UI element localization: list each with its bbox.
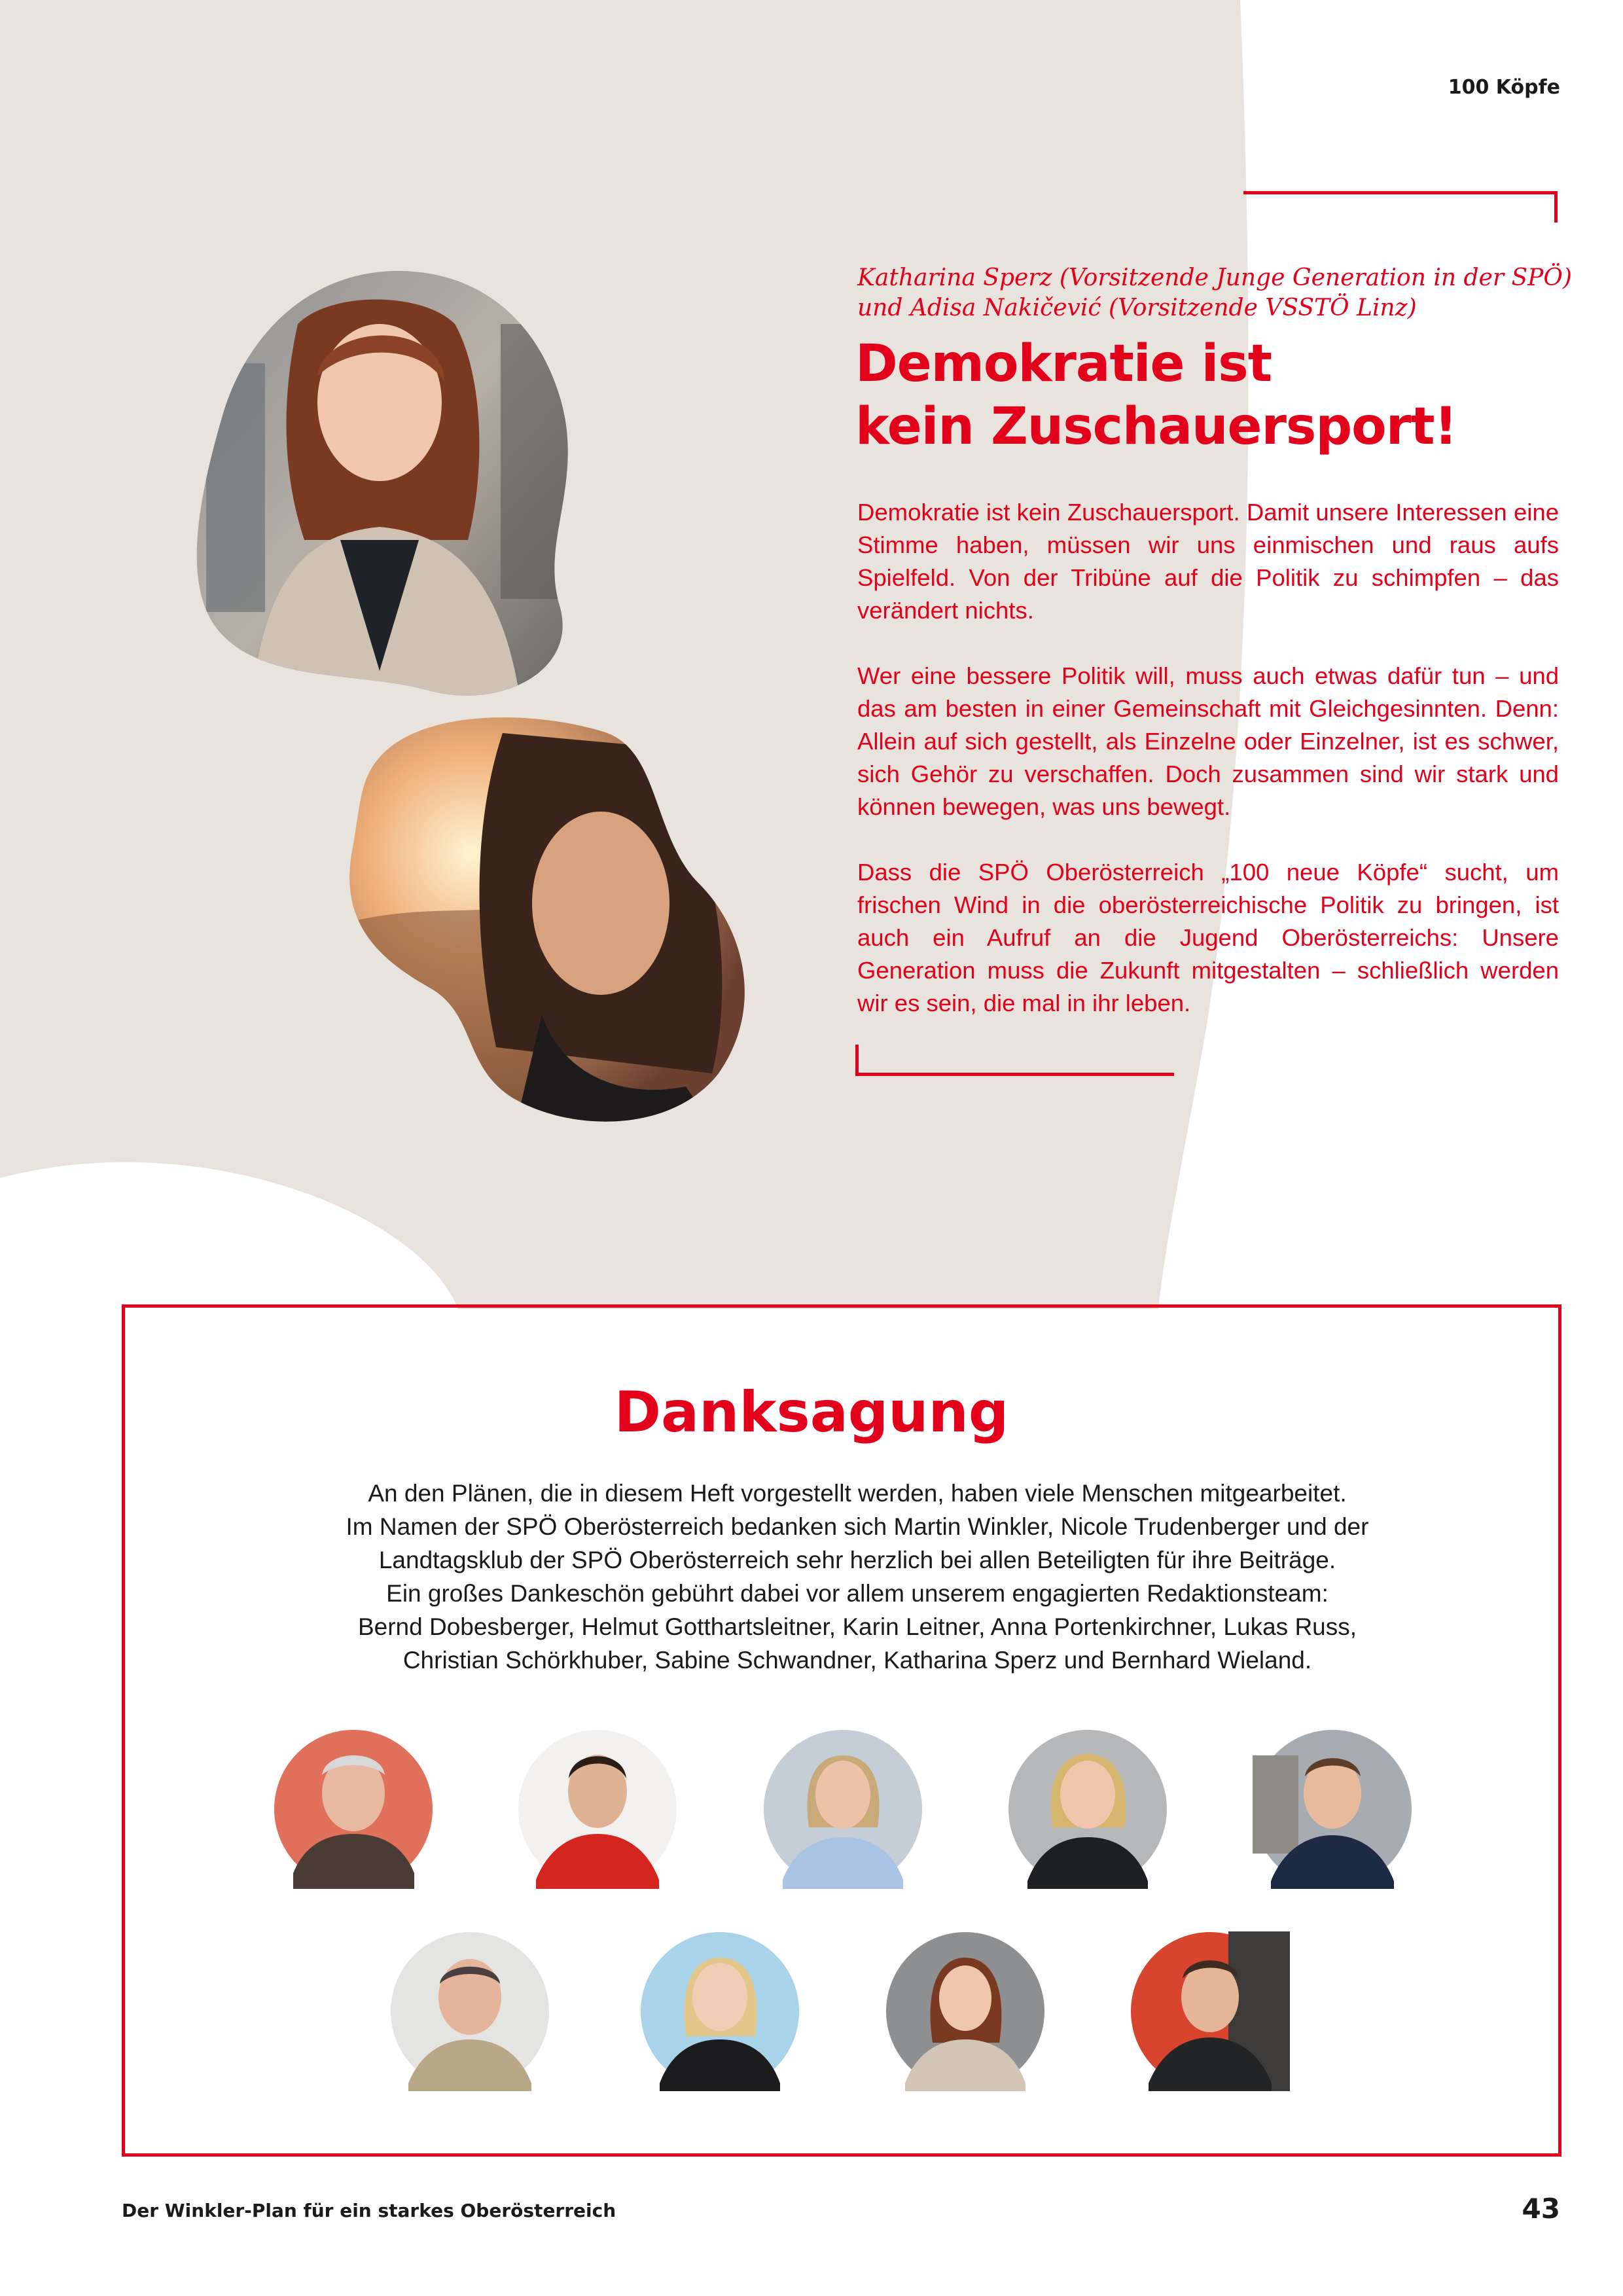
- headline-line-1: Demokratie ist: [855, 334, 1272, 393]
- headline-line-2: kein Zuschauersport!: [855, 397, 1457, 456]
- thanks-line: An den Plänen, die in diesem Heft vorgestellt werden, haben viele Menschen mitgearbeitet.: [368, 1480, 1347, 1507]
- byline-line-2: und Adisa Nakičević (Vorsitzende VSSTÖ Linz): [857, 295, 1417, 321]
- team-avatar: [274, 1729, 433, 1889]
- team-avatar: [518, 1729, 677, 1889]
- thanks-line: Bernd Dobesberger, Helmut Gotthartsleitner, Karin Leitner, Anna Portenkirchner, Lukas Russ,: [357, 1613, 1357, 1640]
- team-avatar: [390, 1931, 550, 2091]
- thanks-line: Landtagsklub der SPÖ Oberösterreich sehr herzlich bei allen Beteiligten für ihre Beiträge.: [378, 1547, 1336, 1573]
- team-avatar: [1130, 1931, 1290, 2091]
- decorative-corner-top: [1243, 191, 1558, 223]
- article-headline: [855, 332, 1575, 458]
- team-avatar: [763, 1729, 923, 1889]
- article-paragraph-1: Demokratie ist kein Zuschauersport. Damit unsere Interessen eine Stimme haben, müssen wir uns einmischen und raus aufs Spielfeld. Von der Tribüne auf die Politik zu schimpfen – das verändert nichts.: [857, 499, 1559, 624]
- article-paragraph-3: Dass die SPÖ Oberösterreich „100 neue Köpfe“ sucht, um frischen Wind in die oberösterreichische Politik zu bringen, ist auch ein Aufruf an die Jugend Oberösterreichs: Unsere Generation muss die Zukunft mitgestalten – schließlich werden wir es sein, die mal in ihr leben.: [857, 859, 1559, 1016]
- article-paragraph-2: Wer eine bessere Politik will, muss auch etwas dafür tun – und das am besten in einer Gemeinschaft mit Gleichgesinnten. Denn: Allein auf sich gestellt, als Einzelne oder Einzelner, ist es schwer, sich Gehör zu verschaffen. Doch zusammen sind wir stark und können bewegen, was uns bewegt.: [857, 662, 1559, 820]
- portrait-katharina-sperz: [193, 265, 573, 700]
- thanks-text: [216, 1477, 1499, 1677]
- thanks-line: Im Namen der SPÖ Oberösterreich bedanken sich Martin Winkler, Nicole Trudenberger und der: [346, 1513, 1369, 1540]
- article-body: [857, 496, 1559, 1052]
- thanks-line: Ein großes Dankeschön gebührt dabei vor allem unserem engagierten Redaktionsteam:: [386, 1580, 1329, 1607]
- page-number: 43: [1522, 2193, 1560, 2225]
- thanks-title: Danksagung: [614, 1380, 1009, 1445]
- thanks-line: Christian Schörkhuber, Sabine Schwandner, Katharina Sperz und Bernhard Wieland.: [402, 1647, 1312, 1674]
- byline-line-1: Katharina Sperz (Vorsitzende Junge Generation in der SPÖ): [857, 264, 1572, 291]
- footer-title: Der Winkler-Plan für ein starkes Oberösterreich: [122, 2200, 616, 2221]
- article-byline: [857, 263, 1577, 323]
- team-avatar: [640, 1931, 800, 2091]
- team-avatar: [885, 1931, 1045, 2091]
- team-avatar: [1008, 1729, 1168, 1889]
- section-tag: 100 Köpfe: [1448, 76, 1560, 99]
- portrait-adisa-nakicevic: [346, 707, 764, 1126]
- team-avatar: [1253, 1729, 1412, 1889]
